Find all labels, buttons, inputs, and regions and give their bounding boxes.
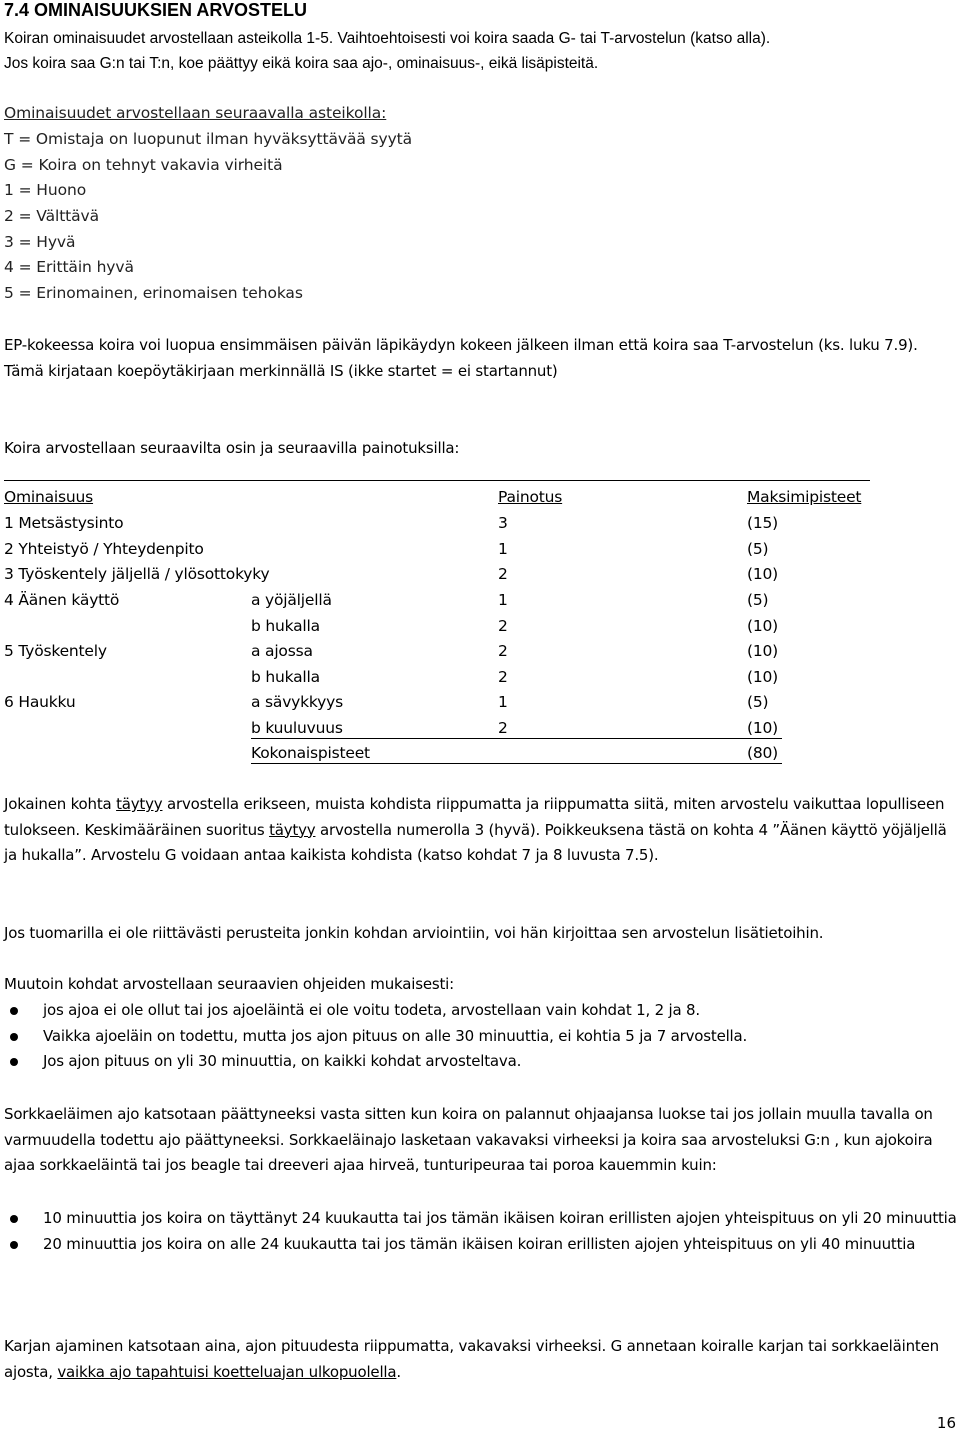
table-header-max: Maksimipisteet [747,488,862,506]
bullet-icon [10,1241,18,1249]
cattle-s1: Karjan ajaminen katsotaan aina, ajon pituudesta riippumatta, vakavaksi virheeksi. G annetaan koiralle karjan tai sorkkaeläinten ajosta, [4,1337,939,1381]
table-row-sub: b hukalla [251,617,320,635]
table-row-max: (5) [747,693,769,711]
hoofed-bullet-list [0,1206,960,1257]
list-item-text: 10 minuuttia jos koira on täyttänyt 24 kuukautta tai jos tämän ikäisen koiran erillisten ajojen yhteispituus on yli 20 minuuttia [43,1209,957,1227]
table-row-weight: 1 [498,540,508,558]
evaluation-s2: arvostella erikseen, muista kohdista riippumatta ja riippumatta siitä, miten arvostelu vaikuttaa lopulliseen tulokseen. Keskimääräinen suoritus [4,795,945,839]
evaluation-emphasis-1: täytyy [116,795,163,813]
list-item [0,1206,960,1232]
cattle-emphasis: vaikka ajo tapahtuisi koetteluajan ulkopuolella [57,1362,397,1381]
evaluation-s1: Jokainen kohta [4,795,117,813]
scale-item-3: 3 = Hyvä [4,233,76,251]
list-item [0,998,960,1024]
intro-line-2: Jos koira saa G:n tai T:n, koe päättyy eikä koira saa ajo-, ominaisuus-, eikä lisäpisteitä. [4,55,599,72]
table-row-weight: 2 [498,668,508,686]
list-item [0,1024,960,1050]
hoofed-paragraph: Sorkkaeläimen ajo katsotaan päättyneeksi vasta sitten kun koira on palannut ohjaajansa luokse tai jos jollain muulla tavalla on varmuudella todettu ajo päättyneeksi. Sorkkaeläinajo lasketaan vakavaksi virheeksi ja koira saa arvosteluksi G:n , kun ajokoira ajaa sorkkaeläintä tai jos beagle tai dreeveri ajaa hirveä, tunturipeuraa tai poroa kauemmin kuin: [4,1105,933,1175]
table-row-sub: a ajossa [251,642,313,660]
table-row-name: 1 Metsästysinto [4,514,124,532]
list-item [0,1232,960,1258]
table-row-weight: 2 [498,565,508,583]
list-item-text: Jos ajon pituus on yli 30 minuuttia, on kaikki kohdat arvosteltava. [43,1052,522,1071]
evaluation-s3: arvostella numerolla 3 (hyvä). Poikkeuksena tästä on kohta 4 ”Äänen käyttö yöjäljellä ja hukalla”. Arvostelu G voidaan antaa kaikista kohdista (katso kohdat 7 ja 8 luvusta 7.5). [4,820,947,865]
table-top-rule [4,480,870,481]
table-row-max: (15) [747,514,779,532]
table-row-sub: a yöjäljellä [251,591,332,609]
scale-item-5: 5 = Erinomainen, erinomaisen tehokas [4,284,303,302]
other-title: Muutoin kohdat arvostellaan seuraavien ohjeiden mukaisesti: [4,975,454,993]
table-row-weight: 1 [498,693,508,711]
evaluation-emphasis-2: täytyy [269,820,316,839]
ep-note-part2: Tämä kirjataan koepöytäkirjaan merkinnällä IS (ikke startet = ei startannut) [4,361,558,380]
other-bullet-list [0,998,960,1075]
ep-note-part1: EP-kokeessa koira voi luopua ensimmäisen päivän läpikäydyn kokeen jälkeen ilman että koira saa T-arvostelun (ks. luku 7.9). [4,336,918,354]
table-total-label: Kokonaispisteet [251,744,782,764]
table-row-weight: 1 [498,591,508,609]
table-row-weight: 3 [498,514,508,532]
scale-item-g: G = Koira on tehnyt vakavia virheitä [4,156,283,174]
evaluation-paragraph [4,792,956,869]
table-row-name: 2 Yhteistyö / Yhteydenpito [4,540,204,558]
table-header-name: Ominaisuus [4,488,94,506]
table-row-name: 3 Työskentely jäljellä / ylösottokyky [4,565,270,583]
bullet-icon [10,1058,18,1066]
table-header-weight: Painotus [498,488,563,506]
scale-item-1: 1 = Huono [4,181,87,199]
scale-title: Ominaisuudet arvostellaan seuraavalla asteikolla: [4,104,387,122]
table-row-name: 5 Työskentely [4,642,107,660]
intro-line-1: Koiran ominaisuudet arvostellaan asteikolla 1-5. Vaihtoehtoisesti voi koira saada G- tai T-arvostelun (katso alla). [4,30,771,47]
scale-item-2: 2 = Välttävä [4,207,100,225]
bullet-icon [10,1007,18,1015]
table-intro: Koira arvostellaan seuraavilta osin ja seuraavilla painotuksilla: [4,439,460,457]
table-row-max: (5) [747,591,769,609]
list-item-text: 20 minuuttia jos koira on alle 24 kuukautta tai jos tämän ikäisen koiran erillisten ajojen yhteispituus on yli 40 minuuttia [43,1234,916,1253]
ep-note [4,333,956,384]
table-row-weight: 2 [498,617,508,635]
bullet-icon [10,1033,18,1041]
table-row-max: (10) [747,719,779,737]
judge-note: Jos tuomarilla ei ole riittävästi perusteita jonkin kohdan arviointiin, voi hän kirjoittaa sen arvostelun lisätietoihin. [4,924,824,942]
scale-item-t: T = Omistaja on luopunut ilman hyväksyttävää syytä [4,130,413,148]
table-row-max: (10) [747,668,779,686]
table-row-sub: b kuuluvuus [251,719,782,739]
table-row-name: 4 Äänen käyttö [4,591,120,609]
table-row-sub: b hukalla [251,668,320,686]
section-heading: 7.4 OMINAISUUKSIEN ARVOSTELU [4,0,308,20]
list-item [0,1049,960,1075]
table-total-value: (80) [747,744,779,762]
table-row-weight: 2 [498,719,508,737]
cattle-s2: . [396,1362,401,1381]
table-row-max: (10) [747,565,779,583]
table-row-name: 6 Haukku [4,693,76,711]
list-item-text: jos ajoa ei ole ollut tai jos ajoeläintä ei ole voitu todeta, arvostellaan vain kohdat 1, 2 ja 8. [43,1001,700,1019]
list-item-text: Vaikka ajoeläin on todettu, mutta jos ajon pituus on alle 30 minuuttia, ei kohtia 5 ja 7 arvostella. [43,1026,748,1045]
scale-item-4: 4 = Erittäin hyvä [4,258,134,276]
table-row-max: (10) [747,617,779,635]
cattle-paragraph [4,1334,956,1385]
table-row-weight: 2 [498,642,508,660]
table-row-sub: a sävykkyys [251,693,343,711]
table-row-max: (10) [747,642,779,660]
bullet-icon [10,1215,18,1223]
table-row-max: (5) [747,540,769,558]
page-number: 16 [936,1414,956,1432]
